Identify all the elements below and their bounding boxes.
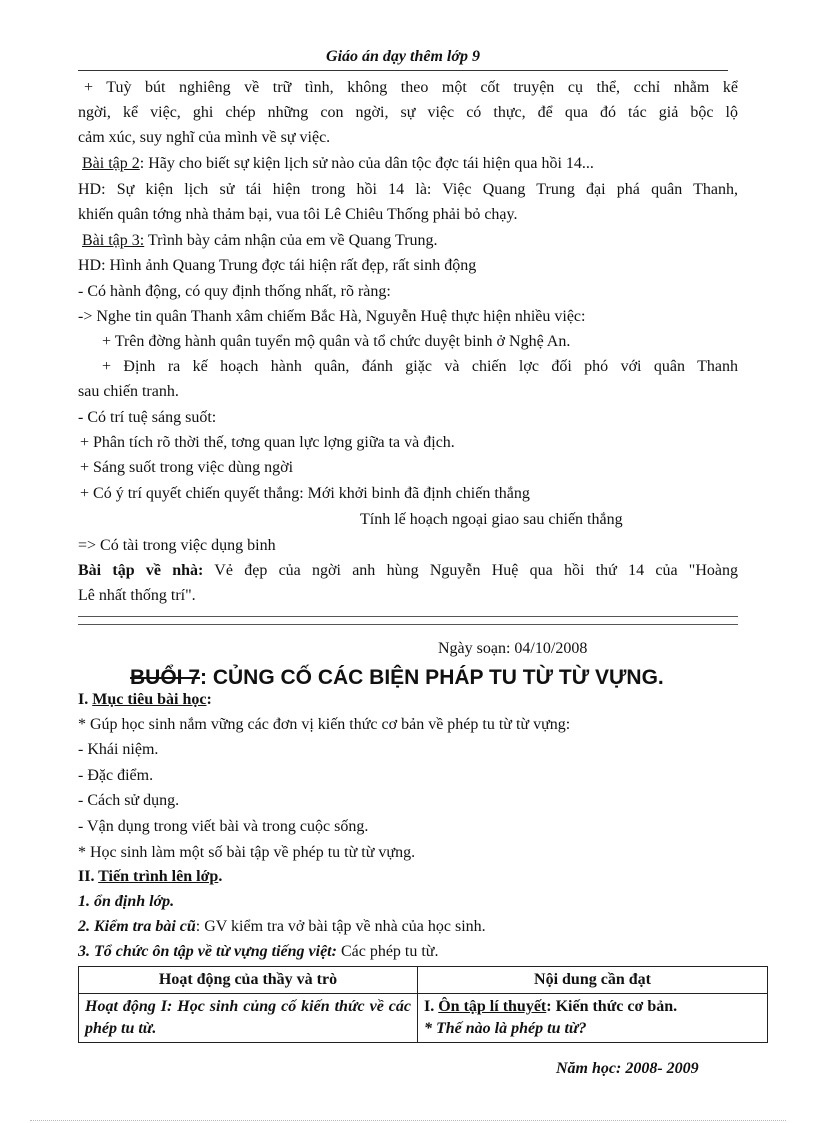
homework-text: Vẻ đẹp của ngời anh hùng Nguyễn Huệ qua hồi thứ 14 của "Hoàng	[203, 562, 738, 579]
table-header-row	[79, 967, 768, 994]
content-heading: Ôn tập lí thuyết	[438, 998, 547, 1015]
exercise-3-label: Bài tập 3:	[82, 232, 145, 249]
table-cell-activity: Hoạt động I: Học sinh củng cố kiến thức về các phép tu từ.	[79, 994, 418, 1043]
section-1-line: - Vận dụng trong viết bài và trong cuộc sống.	[78, 818, 369, 835]
step-3	[78, 942, 438, 962]
section-1-line: - Đặc điểm.	[78, 767, 154, 784]
exercise-2-hd-line-1: HD: Sự kiện lịch sử tái hiện trong hồi 14 là: Việc Quang Trung đại phá quân Thanh,	[78, 181, 738, 198]
exercise-2-hd-line-2: khiến quân tớng nhà thảm bại, vua tôi Lê Chiêu Thống phải bỏ chạy.	[78, 206, 518, 223]
exercise-3-line: => Có tài trong việc dụng binh	[78, 537, 276, 554]
section-separator	[78, 616, 738, 625]
body-line-3: cảm xúc, suy nghĩ của mình về sự việc.	[78, 129, 331, 146]
table-row	[79, 994, 768, 1043]
section-2-dot: .	[218, 868, 223, 885]
table-cell-content	[418, 994, 768, 1043]
exercise-3-line: + Trên đờng hành quân tuyển mộ quân và tổ chức duyệt binh ở Nghệ An.	[102, 333, 571, 350]
exercise-3-text: Trình bày cảm nhận của em về Quang Trung.	[144, 232, 438, 249]
section-1-line: - Khái niệm.	[78, 741, 159, 758]
exercise-3-line: - Có hành động, có quy định thống nhất, rõ ràng:	[78, 283, 391, 300]
step-1: 1. ổn định lớp.	[78, 893, 175, 910]
exercise-2-question	[82, 154, 594, 174]
step-2-text: : GV kiểm tra vở bài tập về nhà của học sinh.	[195, 918, 486, 935]
table-header-activities: Hoạt động của thầy và trò	[79, 967, 418, 994]
school-year-footer: Năm học: 2008- 2009	[556, 1060, 699, 1077]
body-line-1: + Tuỳ bút nghiêng về trữ tình, không theo một cốt truyện cụ thể, cchỉ nhằm kể	[84, 79, 738, 96]
section-2-heading-text: Tiến trình lên lớp	[98, 868, 219, 885]
exercise-3-line: Tính lế hoạch ngoại giao sau chiến thắng	[360, 511, 623, 528]
exercise-3-line: + Phân tích rõ thời thế, tơng quan lực lợng giữa ta và địch.	[80, 434, 455, 451]
body-line-2: ngời, kể việc, ghi chép những con ngời, sự việc có thực, để qua đó tác giả bộc lộ	[78, 104, 738, 121]
page-bottom-border	[30, 1120, 786, 1121]
header-rule	[78, 70, 728, 71]
exercise-3-line: sau chiến tranh.	[78, 383, 179, 400]
content-prefix: I.	[424, 998, 439, 1015]
lesson-number: BUỔI 7	[130, 666, 201, 689]
section-1-line: - Cách sử dụng.	[78, 792, 180, 809]
table-header-content: Nội dung cần đạt	[418, 967, 768, 994]
page-header-title: Giáo án dạy thêm lớp 9	[326, 48, 480, 65]
content-rest: : Kiến thức cơ bản.	[546, 998, 678, 1015]
section-1-line: * Gúp học sinh nắm vững các đơn vị kiến thức cơ bản về phép tu từ từ vựng:	[78, 716, 571, 733]
section-1-heading	[78, 690, 212, 710]
lesson-title	[130, 666, 664, 690]
exercise-3-line: + Sáng suốt trong việc dùng ngời	[80, 459, 294, 476]
content-question: * Thế nào là phép tu từ?	[424, 1020, 587, 1037]
preparation-date: Ngày soạn: 04/10/2008	[438, 640, 588, 657]
lesson-plan-table	[78, 966, 768, 1043]
exercise-3-line: -> Nghe tin quân Thanh xâm chiếm Bắc Hà, Nguyễn Huệ thực hiện nhiều việc:	[78, 308, 586, 325]
exercise-2-text: : Hãy cho biết sự kiện lịch sử nào của dân tộc đợc tái hiện qua hồi 14...	[139, 155, 594, 172]
lesson-title-text: : CỦNG CỐ CÁC BIỆN PHÁP TU TỪ TỪ VỰNG.	[200, 666, 664, 689]
exercise-3-line: + Có ý trí quyết chiến quyết thắng: Mới khởi binh đã định chiến thắng	[80, 485, 530, 502]
section-1-roman: I.	[78, 691, 93, 708]
exercise-3-line: - Có trí tuệ sáng suốt:	[78, 409, 217, 426]
homework-line-2: Lê nhất thống trí".	[78, 587, 196, 604]
step-2-label: 2. Kiểm tra bài cũ	[78, 918, 196, 935]
exercise-3-line: + Định ra kế hoạch hành quân, đánh giặc và chiến lợc đối phó với quân Thanh	[102, 358, 738, 375]
step-3-label: 3. Tổ chức ôn tập về từ vựng tiếng việt:	[78, 943, 337, 960]
section-1-line: * Học sinh làm một số bài tập về phép tu từ từ vựng.	[78, 844, 416, 861]
section-2-heading	[78, 867, 222, 887]
step-3-text: Các phép tu từ.	[336, 943, 439, 960]
section-2-roman: II.	[78, 868, 99, 885]
exercise-3-question	[82, 231, 438, 251]
exercise-3-line: HD: Hình ảnh Quang Trung đợc tái hiện rất đẹp, rất sinh động	[78, 257, 477, 274]
homework-line-1	[78, 561, 738, 581]
step-2	[78, 917, 486, 937]
section-1-colon: :	[206, 691, 212, 708]
homework-label: Bài tập về nhà:	[78, 562, 204, 579]
section-1-heading-text: Mục tiêu bài học	[92, 691, 207, 708]
exercise-2-label: Bài tập 2	[82, 155, 140, 172]
